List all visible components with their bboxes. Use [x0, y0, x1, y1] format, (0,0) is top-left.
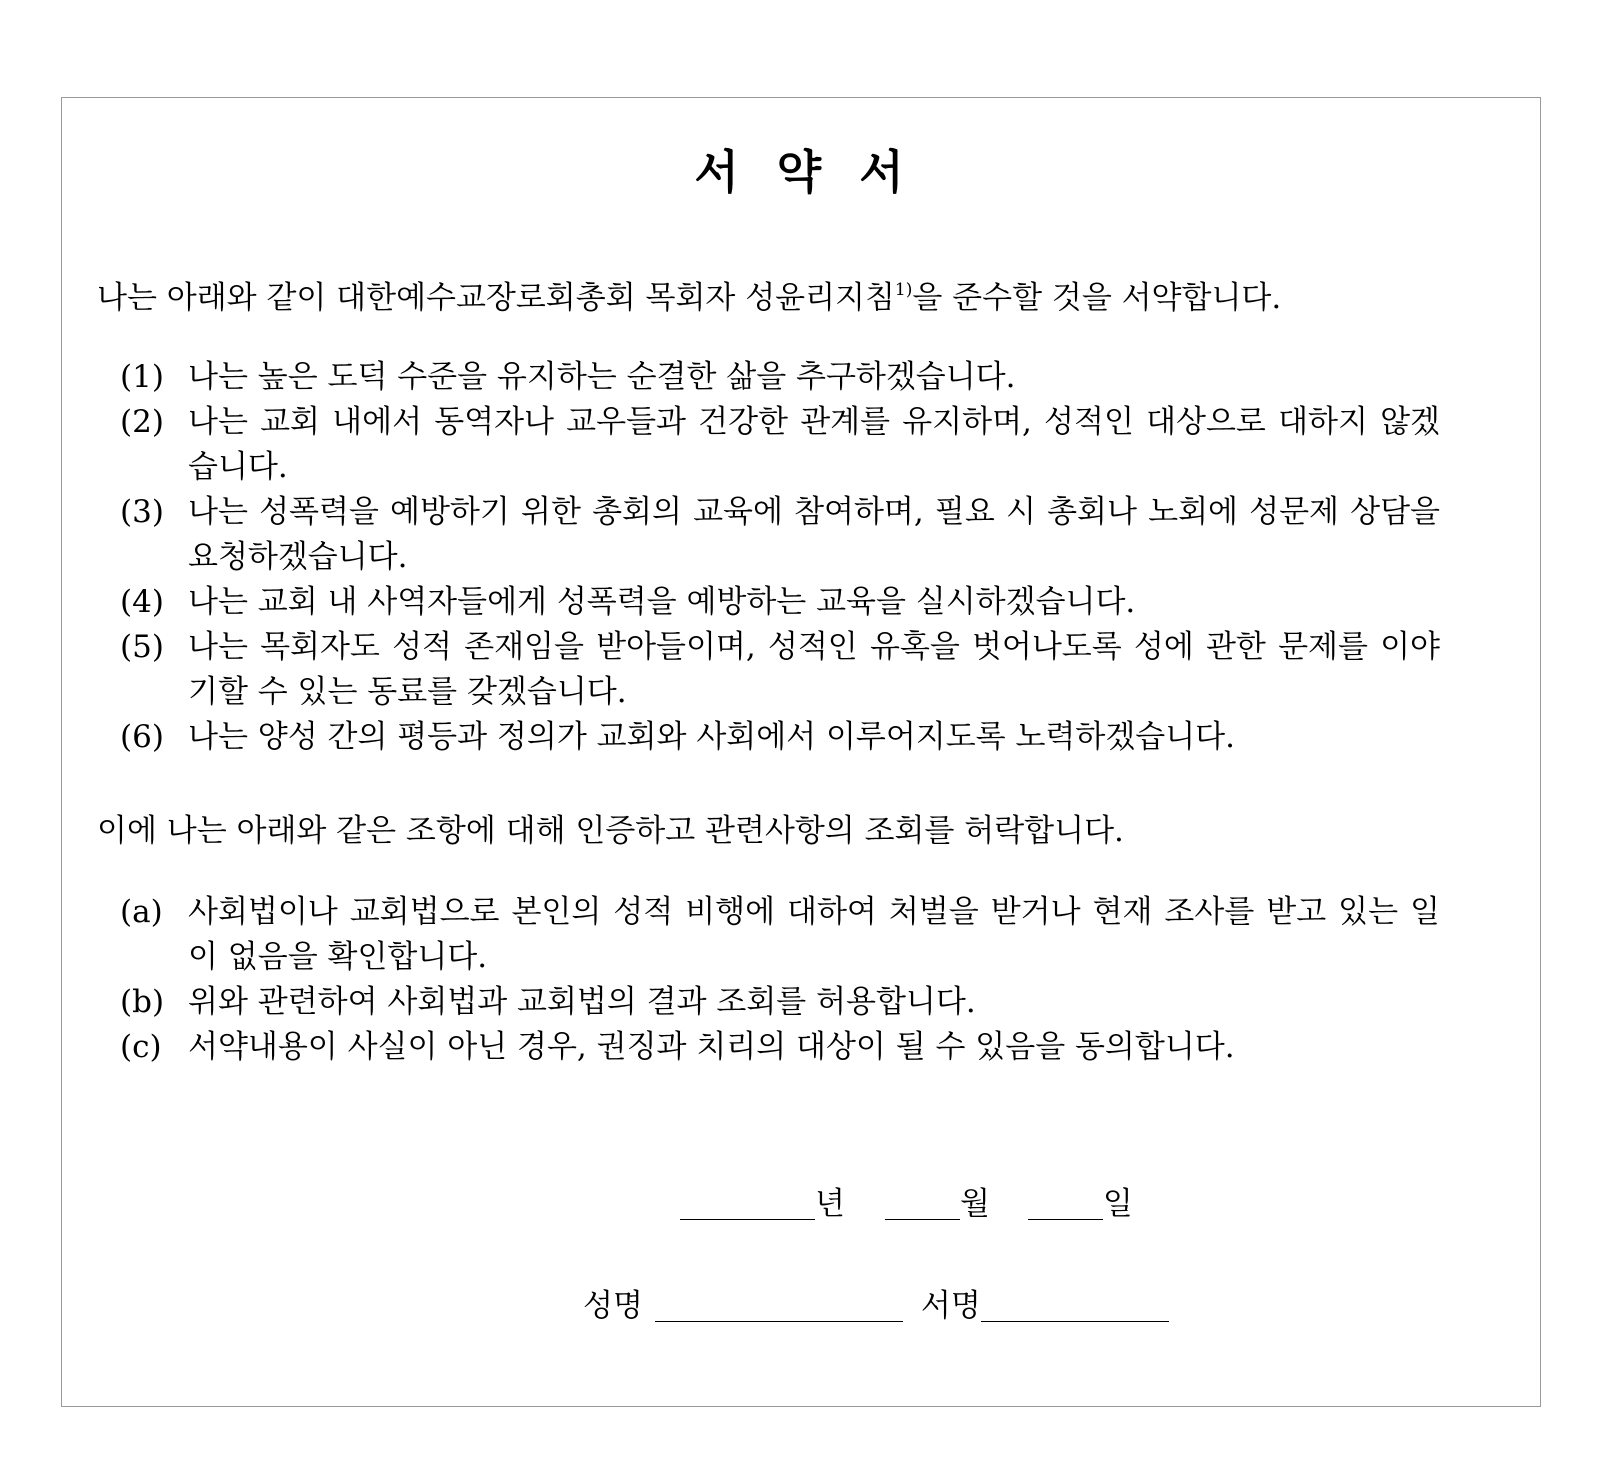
month-label: 월 — [959, 1186, 990, 1222]
intro-paragraph — [97, 272, 1281, 317]
name-blank[interactable] — [655, 1291, 903, 1322]
clause-marker: (c) — [120, 1029, 162, 1065]
month-blank[interactable] — [885, 1189, 960, 1220]
clause-list — [120, 890, 1440, 1070]
pledge-text: 나는 교회 내에서 동역자나 교우들과 건강한 관계를 유지하며, 성적인 대상으로 대하지 않겠습니다. — [188, 404, 1440, 485]
year-label: 년 — [815, 1186, 845, 1222]
date-line — [680, 1178, 1133, 1223]
name-label: 성명 — [583, 1288, 643, 1324]
clause-text: 위와 관련하여 사회법과 교회법의 결과 조회를 허용합니다. — [188, 984, 976, 1020]
pledge-marker: (6) — [120, 719, 164, 755]
pledge-text: 나는 높은 도덕 수준을 유지하는 순결한 삶을 추구하겠습니다. — [188, 359, 1016, 395]
day-label: 일 — [1102, 1186, 1133, 1222]
clause-item — [120, 890, 1440, 980]
year-blank[interactable] — [680, 1189, 815, 1220]
pledge-text: 나는 성폭력을 예방하기 위한 총회의 교육에 참여하며, 필요 시 총회나 노회에 성문제 상담을 요청하겠습니다. — [188, 494, 1440, 575]
clause-item — [120, 1025, 1440, 1070]
signature-line — [583, 1280, 1169, 1325]
footnote-mark[interactable]: 1) — [894, 280, 913, 300]
pledge-marker: (2) — [120, 404, 164, 440]
pledge-text: 나는 양성 간의 평등과 정의가 교회와 사회에서 이루어지도록 노력하겠습니다. — [188, 719, 1235, 755]
pledge-marker: (1) — [120, 359, 164, 395]
sign-blank[interactable] — [981, 1291, 1169, 1322]
pledge-list — [120, 355, 1440, 760]
intro-text: 나는 아래와 같이 대한예수교장로회총회 목회자 성윤리지침 — [97, 280, 895, 316]
pledge-item — [120, 625, 1440, 715]
pledge-text: 나는 교회 내 사역자들에게 성폭력을 예방하는 교육을 실시하겠습니다. — [188, 584, 1136, 620]
pledge-item — [120, 490, 1440, 580]
consent-paragraph: 이에 나는 아래와 같은 조항에 대해 인증하고 관련사항의 조회를 허락합니다. — [97, 813, 1124, 849]
pledge-text: 나는 목회자도 성적 존재임을 받아들이며, 성적인 유혹을 벗어나도록 성에 관한 문제를 이야기할 수 있는 동료를 갖겠습니다. — [188, 629, 1440, 710]
pledge-item — [120, 580, 1440, 625]
pledge-item — [120, 355, 1440, 400]
sign-label: 서명 — [920, 1288, 981, 1324]
clause-text: 서약내용이 사실이 아닌 경우, 권징과 치리의 대상이 될 수 있음을 동의합니다. — [188, 1029, 1235, 1065]
clause-text: 사회법이나 교회법으로 본인의 성적 비행에 대하여 처벌을 받거나 현재 조사를 받고 있는 일이 없음을 확인합니다. — [188, 894, 1440, 975]
pledge-marker: (3) — [120, 494, 164, 530]
pledge-item — [120, 715, 1440, 760]
pledge-marker: (4) — [120, 584, 164, 620]
pledge-item — [120, 400, 1440, 490]
clause-marker: (b) — [120, 984, 165, 1020]
clause-marker: (a) — [120, 894, 163, 930]
clause-item — [120, 980, 1440, 1025]
document-title: 서 약 서 — [694, 145, 906, 199]
pledge-marker: (5) — [120, 629, 164, 665]
day-blank[interactable] — [1028, 1189, 1103, 1220]
intro-text-end: 을 준수할 것을 서약합니다. — [912, 280, 1282, 316]
